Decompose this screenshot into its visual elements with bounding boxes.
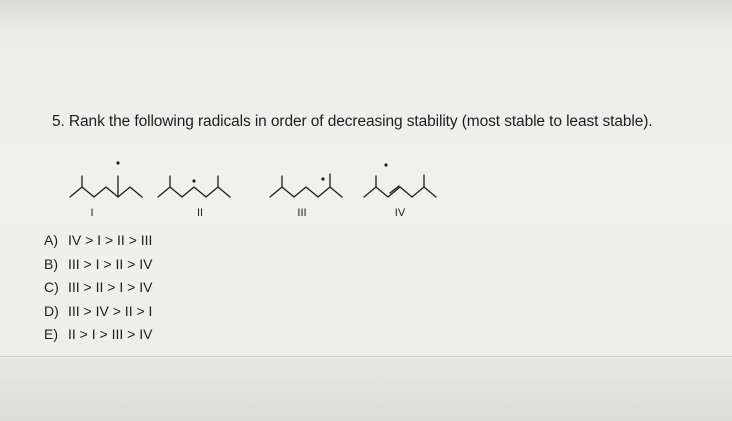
option-letter: D): [44, 302, 59, 319]
structure-i-skeleton: [70, 176, 142, 197]
answer-choices: [44, 229, 152, 347]
option-text: II > I > III > IV: [68, 326, 153, 342]
structure-iii-skeleton: [270, 174, 342, 197]
structure-ii-skeleton: [158, 176, 230, 197]
radical-dot-iii: [321, 177, 324, 180]
structure-label-iii: III: [297, 207, 307, 219]
option-letter: A): [44, 232, 58, 248]
structure-iv-skeleton: [364, 175, 436, 197]
radical-dot-iv: [384, 163, 387, 166]
answer-option-d: [44, 300, 152, 324]
option-letter: E): [44, 326, 58, 342]
structure-label-ii: II: [196, 207, 204, 219]
option-text: III > IV > II > I: [68, 302, 153, 319]
option-letter: C): [44, 279, 59, 295]
option-letter: B): [44, 255, 58, 272]
radical-dot-ii: [192, 179, 195, 182]
answer-option-c: [44, 276, 152, 300]
radical-dot-i: [116, 161, 119, 164]
question-text: 5. Rank the following radicals in order of decreasing stability (most stable to least stable).: [52, 113, 653, 130]
answer-option-b: [44, 253, 152, 277]
answer-option-a: [44, 229, 152, 253]
option-text: III > I > II > IV: [68, 255, 153, 272]
structure-label-i: I: [90, 207, 94, 219]
structure-label-iv: IV: [394, 207, 406, 219]
answer-option-e: [44, 323, 152, 347]
option-text: III > II > I > IV: [68, 279, 153, 295]
option-text: IV > I > II > III: [68, 232, 153, 248]
